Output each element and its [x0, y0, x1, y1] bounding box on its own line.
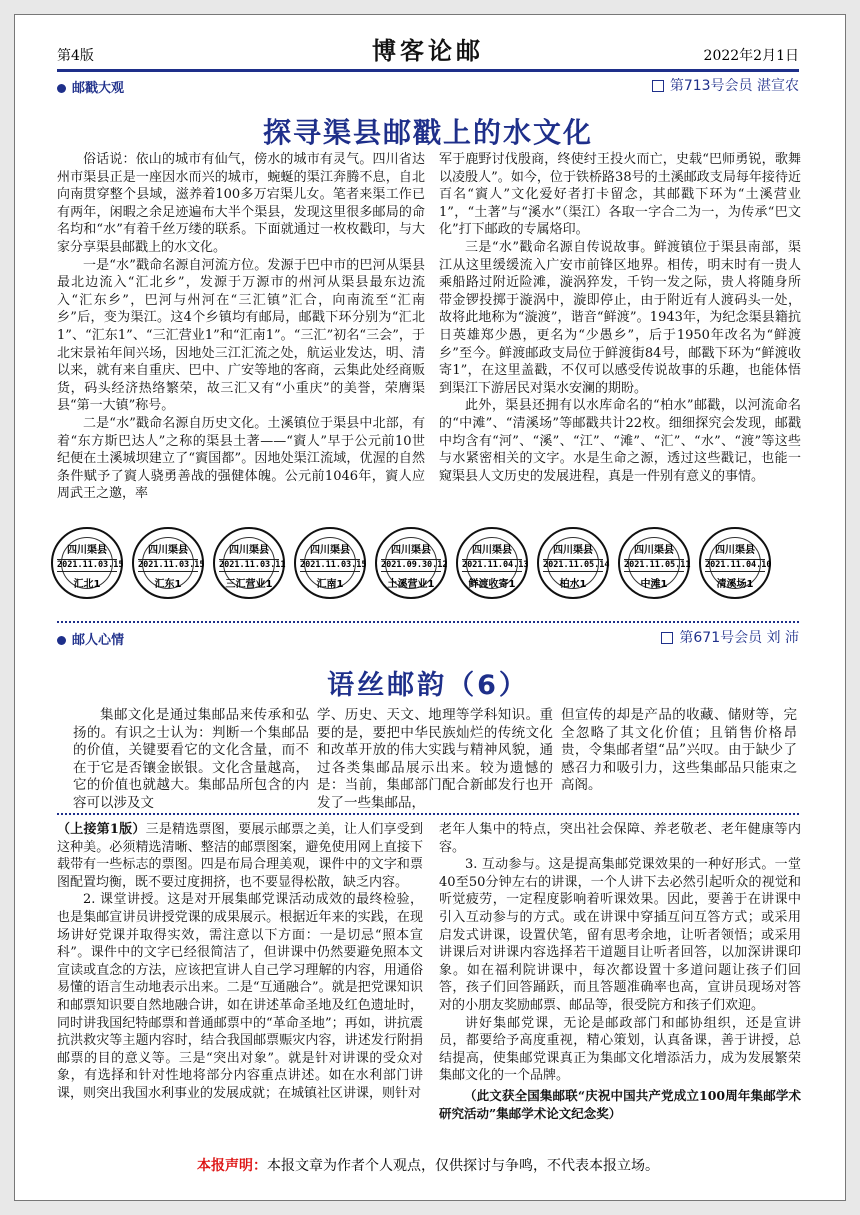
- edition-number: 第4版: [57, 48, 94, 64]
- newspaper-page: [14, 14, 846, 1201]
- section-header-1: [57, 75, 799, 97]
- paragraph: 老年人集中的特点，突出社会保障、养老敬老、老年健康等内容。: [439, 822, 801, 855]
- article-title: 探寻渠县邮戳上的水文化: [262, 116, 593, 149]
- essay-column-1: 集邮文化是通过集邮品来传承和弘扬的。有识之士认为：判断一个集邮品的价值，关键要看它的文化含量，而不在于它是否镶金嵌银。文化含量越高，它的价值也就越大。集邮品所包含的内容可以涉及文: [73, 707, 309, 811]
- award-note: （此文获全国集邮联“庆祝中国共产党成立100周年集邮学术研究活动”集邮学术论文纪念奖）: [439, 1087, 801, 1121]
- postmark: 四川渠县 2021.11.03.15 汇东1: [132, 527, 204, 599]
- section-header-2: [57, 627, 799, 649]
- paragraph: 俗话说：依山的城市有仙气，傍水的城市有灵气。四川省达州市渠县正是一座因水而兴的城市，蜿蜒的渠江奔腾不息，自北向南贯穿整个县域，滋养着100多万宕渠儿女。笔者来渠工作已有两年，闲暇之余足迹遍布大半个渠县，发现这里很多邮局的命名均和“水”有着千丝万缕的联系。下面就通过一枚枚戳印，与大家分享渠县邮戳上的水文化。: [57, 152, 425, 255]
- paragraph: 一是“水”戳命名源自河流方位。发源于巴中市的巴河从渠县最北边流入“汇北乡”，发源于万源市的州河从渠县最东边流入“汇东乡”，巴河与州河在“三汇镇”汇合，向南流至“汇南乡”后，变为渠江。这4个乡镇均有邮局，邮戳下环分别为“汇北1”、“汇东1”、“三汇营业1”和“汇南1”。“三汇”初名“三会”，于北宋景祐年间兴场，因地处三江汇流之处，航运业发达，明、清以来，就有来自重庆、巴中、广安等地的客商，云集此处经商贩货，码头经济热络繁荣，故三汇又有“小重庆”的美誉，荣膺渠县“第一大镇”称号。: [57, 257, 425, 414]
- postmark: 四川渠县 2021.11.05.11 中滩1: [618, 527, 690, 599]
- article-author: 第713号会员 湛宣农: [652, 75, 799, 95]
- paragraph: 讲好集邮党课，无论是邮政部门和邮协组织，还是宣讲员，都要给予高度重视，精心策划，认真备课，善于讲授，总结提高，使集邮党课真正为集邮文化增添活力，成为发展繁荣集邮文化的一个品牌。: [439, 1015, 801, 1084]
- continued-marker: （上接第1版）: [57, 822, 146, 837]
- disclaimer: [57, 1155, 799, 1175]
- essay-column-2: 学、历史、天文、地理等学科知识。重要的是，要把中华民族灿烂的传统文化和改革开放的伟大实践与精神风貌，通过各类集邮品展示出来。较为遗憾的是：当前，集邮部门配合新邮发行也开发了一些集邮品，: [317, 707, 553, 811]
- masthead: [57, 31, 799, 67]
- postmark-row: [51, 523, 771, 605]
- section-tag: 邮人心情: [57, 629, 124, 648]
- article-left-column: [57, 151, 425, 503]
- postmark: 四川渠县 2021.11.04.13 鲜渡收寄1: [456, 527, 528, 599]
- postmark: 四川渠县 2021.11.03.15 汇北1: [51, 527, 123, 599]
- postmark: 四川渠县 2021.11.04.10 清溪场1: [699, 527, 771, 599]
- paragraph: 二是“水”戳命名源自历史文化。土溪镇位于渠县中北部，有着“东方斯巴达人”之称的渠县土著——“賨人”早于公元前10世纪便在土溪城坝建立了“賨国都”。因地处渠江流域，优渥的自然条件赋予了賨人骁勇善战的强健体魄。公元前1046年，賨人应周武王之邀，率: [57, 415, 425, 502]
- square-icon: [652, 80, 664, 92]
- issue-date: 2022年2月1日: [703, 48, 799, 64]
- essay-column-3: 但宣传的却是产品的收藏、储财等，完全忽略了其文化价值；且销售价格昂贵，令集邮者望“品”兴叹。由于缺少了感召力和吸引力，这些集邮品只能束之高阁。: [561, 707, 797, 794]
- newspaper-logo: 博客论邮: [372, 36, 484, 65]
- section-divider: [57, 621, 799, 623]
- paragraph: 此外，渠县还拥有以水库命名的“柏水”邮戳，以河流命名的“中滩”、“清溪场”等邮戳共计22枚。细细探究会发现，邮戳中均含有“河”、“溪”、“江”、“滩”、“汇”、“水”、“渡”等这些与水紧密相关的文字。水是生命之源，透过这些戳记，也能一窥渠县人文历史的发展进程，真是一件别有意义的事情。: [439, 398, 801, 484]
- square-icon: [661, 632, 673, 644]
- postmark: 四川渠县 2021.11.05.14 柏水1: [537, 527, 609, 599]
- postmark: 四川渠县 2021.11.03.11 三汇营业1: [213, 527, 285, 599]
- section-divider: [57, 813, 799, 815]
- continued-left-column: （上接第1版）三是精选票图，要展示邮票之美，让人们享受到这种美。必须精选清晰、整洁的邮票图案，避免使用网上直接下载带有一些标志的票图。四是布局合理美观，课件中的文字和票图配置均衡，既不要过度拥挤，也不要显得松散，缺乏内容。 2. 课堂讲授。这是对开展集邮党课活动成效的最终检验，也是集邮宣讲员讲授党课的成果展示。根据近年来的实践，在现场讲好党课并取得实效，需注意以下方面：一是切忌“照本宣科”。课件中的文字已经很简洁了，但讲课中仍然要避免照本文宣读或直念的方法，应该把宣讲人自己学习理解的内容，用通俗易懂的语言生动地表示出来。二是“互通融合”。就是把党课知识和邮票知识要自然地融合讲，如在讲述革命圣地及红色遗址时，同时讲我国纪特邮票和普通邮票中的“革命圣地”；再如，讲抗震抗洪救灾等主题内容时，结合我国邮票赈灾内容，讲述发行附捐邮票的目的意义等。三是“突出对象”。就是针对讲课的受众对象，有选择和针对性地将部分内容重点讲述。如在水利部门讲课，则突出我国水利事业的发展成就；在城镇社区讲课，则针对: [57, 822, 423, 1101]
- postmark: 四川渠县 2021.11.03.15 汇南1: [294, 527, 366, 599]
- bullet-icon: [57, 84, 66, 93]
- paragraph: 2. 课堂讲授。这是对开展集邮党课活动成效的最终检验，也是集邮宣讲员讲授党课的成果展示。根据近年来的实践，在现场讲好党课并取得实效，需注意以下方面：一是切忌“照本宣科”。课件中的文字已经很简洁了，但讲课中仍然要避免照本文宣读或直念的方法，应该把宣讲人自己学习理解的内容，用通俗易懂的语言生动地表示出来。二是“互通融合”。就是把党课知识和邮票知识要自然地融合讲，如在讲述革命圣地及红色遗址时，同时讲我国纪特邮票和普通邮票中的“革命圣地”；再如，讲抗震抗洪救灾等主题内容时，结合我国邮票赈灾内容，讲述发行附捐邮票的目的意义等。三是“突出对象”。就是针对讲课的受众对象，有选择和针对性地将部分内容重点讲述。如在水利部门讲课，则突出我国水利事业的发展成就；在城镇社区讲课，则针对: [57, 892, 423, 1101]
- article-right-column: [439, 151, 801, 485]
- paragraph: 三是“水”戳命名源自传说故事。鲜渡镇位于渠县南部，渠江从这里缓缓流入广安市前锋区地界。相传，明末时有一贵人乘船路过附近险滩，漩涡猝发，千钧一发之际，贵人将随身所带金锣投掷于漩涡中，漩即停止，由于附近有人渡码头一处，故将此地称为“漩渡”，谐音“鲜渡”。1943年，为纪念渠县籍抗日英雄郑少愚，更名为“少愚乡”，后于1950年改名为“鲜渡乡”至今。鲜渡邮政支局位于鲜渡街84号，邮戳下环为“鲜渡收寄1”，在这里盖戳，不仅可以感受传说故事的乐趣，也能体悟到渠江下游居民对渠水安澜的期盼。: [439, 239, 801, 396]
- section-tag: 邮戳大观: [57, 77, 124, 96]
- paragraph: 军于鹿野讨伐殷商，终使纣王投火而亡，史载“巴师勇锐，歌舞以凌殷人”。如今，位于铁桥路38号的土溪邮政支局每年接待近百名“賨人”文化爱好者打卡留念，其邮戳下环为“土溪营业1”，“土著”与“溪水”（渠江）各取一字合二为一，为传承“巴文化”打下邮政的专属烙印。: [439, 152, 801, 238]
- article-title: 语丝邮韵（6）: [327, 670, 529, 701]
- bullet-icon: [57, 636, 66, 645]
- continued-right-column: [439, 821, 801, 1122]
- postmark: 四川渠县 2021.09.30.12 土溪营业1: [375, 527, 447, 599]
- disclaimer-text: 本报文章为作者个人观点，仅供探讨与争鸣，不代表本报立场。: [267, 1158, 659, 1174]
- masthead-rule: [57, 69, 799, 72]
- article-author: 第671号会员 刘 沛: [661, 627, 799, 647]
- paragraph: 3. 互动参与。这是提高集邮党课效果的一种好形式。一堂40至50分钟左右的讲课，一个人讲下去必然引起听众的视觉和听觉疲劳，一定程度影响着听课效果。因此，要善于在讲课中引入互动参与的方式。或在讲课中穿插互问互答方式；或采用启发式讲课，设置伏笔，留有思考余地，让听者领悟；或采用讲课后对讲课内容选择若干道题目让听者回答，以加深讲课印象。如在福利院讲课中，每次都设置十多道问题让孩子们回答，孩子们回答踊跃，而且答题准确率也高，宣讲员现场对答对的小朋友奖励邮票、邮品等，很受院方和孩子们欢迎。: [439, 857, 801, 1013]
- disclaimer-label: 本报声明：: [197, 1158, 267, 1174]
